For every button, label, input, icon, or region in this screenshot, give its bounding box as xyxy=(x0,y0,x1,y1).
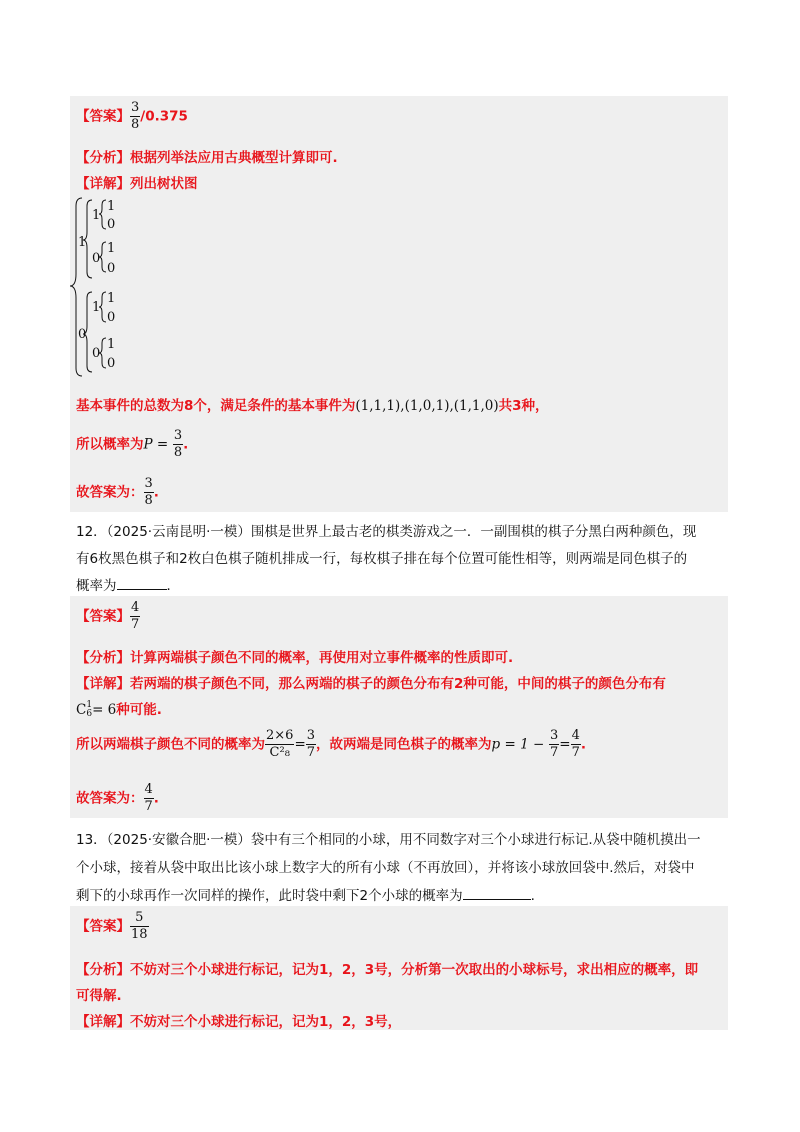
answer-12: 【答案】 $\frac{4}{7}$ xyxy=(76,600,140,632)
question-13-line-1: 13．（2025·安徽合肥·一模）袋中有三个相同的小球，用不同数字对三个小球进行标记.从袋中随机摸出一 xyxy=(76,832,701,848)
tree-node: 1 xyxy=(92,300,101,315)
tree-node: 0 xyxy=(92,251,101,266)
tree-node: 1 xyxy=(92,208,101,223)
answer-11 xyxy=(76,100,188,133)
tree-node: 0 xyxy=(78,327,87,342)
answer-fraction: $\frac{3}{8}$ xyxy=(131,100,140,132)
probability-12: 所以两端棋子颜色不同的概率为 $\frac{2\times 6}{\text{C²₈}}$ = $\frac{3}{7}$ ，故两端是同色棋子的概率为p = 1 − $\frac{3}{7}$ = $\frac{4}{7}$ . xyxy=(76,728,586,760)
answer-blank[interactable] xyxy=(117,589,167,590)
question-13-line-3: 剩下的小球再作一次同样的操作，此时袋中剩下2个小球的概率为 . xyxy=(76,888,535,904)
detail-13: 【详解】不妨对三个小球进行标记，记为1，2，3号， xyxy=(76,1014,402,1030)
question-12-line-2: 有6枚黑色棋子和2枚白色棋子随机排成一行，每枚棋子排在每个位置可能性相等，则两端是同色棋子的 xyxy=(76,551,688,567)
detail-12: 【详解】若两端的棋子颜色不同，那么两端的棋子的颜色分布有2种可能，中间的棋子的颜色分布有 xyxy=(76,676,666,692)
answer-label: 【答案】 xyxy=(76,108,130,125)
probability-11: 所以概率为P = $\frac{3}{8}$ . xyxy=(76,428,189,460)
tree-node: 1 xyxy=(107,199,116,214)
events-11: 基本事件的总数为8个，满足条件的基本事件为(1,1,1),(1,0,1),(1,1,0)共3种， xyxy=(76,398,549,414)
tree-diagram xyxy=(70,194,160,380)
tree-node: 0 xyxy=(107,310,116,325)
final-answer-11: 故答案为： $\frac{3}{8}$ . xyxy=(76,476,159,508)
question-13-line-2: 个小球，接着从袋中取出比该小球上数字大的所有小球（不再放回），并将该小球放回袋中.然后，对袋中 xyxy=(76,860,695,876)
analysis-11: 【分析】根据列举法应用古典概型计算即可. xyxy=(76,150,338,166)
tree-node: 1 xyxy=(107,241,116,256)
analysis-13-line-1: 【分析】不妨对三个小球进行标记，记为1，2，3号，分析第一次取出的小球标号，求出相应的概率，即 xyxy=(76,962,699,978)
answer-block-12 xyxy=(70,596,728,818)
answer-decimal: /0.375 xyxy=(140,108,188,125)
combination-12: C 1 6 = 6种可能. xyxy=(76,700,162,719)
analysis-13-line-2: 可得解. xyxy=(76,988,122,1004)
answer-13: 【答案】 $\frac{5}{18}$ xyxy=(76,910,148,942)
answer-blank[interactable] xyxy=(463,899,531,900)
tree-node: 0 xyxy=(107,356,116,371)
tree-node: 0 xyxy=(92,346,101,361)
analysis-12: 【分析】计算两端棋子颜色不同的概率，再使用对立事件概率的性质即可. xyxy=(76,650,514,666)
tree-node: 1 xyxy=(78,235,87,250)
tree-node: 0 xyxy=(107,217,116,232)
detail-11: 【详解】列出树状图 xyxy=(76,176,198,192)
tree-node: 1 xyxy=(107,291,116,306)
tree-node: 0 xyxy=(107,261,116,276)
events-list: (1,1,1),(1,0,1),(1,1,0) xyxy=(355,398,499,414)
tree-node: 1 xyxy=(107,337,116,352)
question-12-line-1: 12．（2025·云南昆明·一模）围棋是世界上最古老的棋类游戏之一．一副围棋的棋子分黑白两种颜色，现 xyxy=(76,524,697,540)
final-answer-12: 故答案为： $\frac{4}{7}$ . xyxy=(76,782,159,814)
question-12-line-3: 概率为 ． xyxy=(76,578,180,594)
